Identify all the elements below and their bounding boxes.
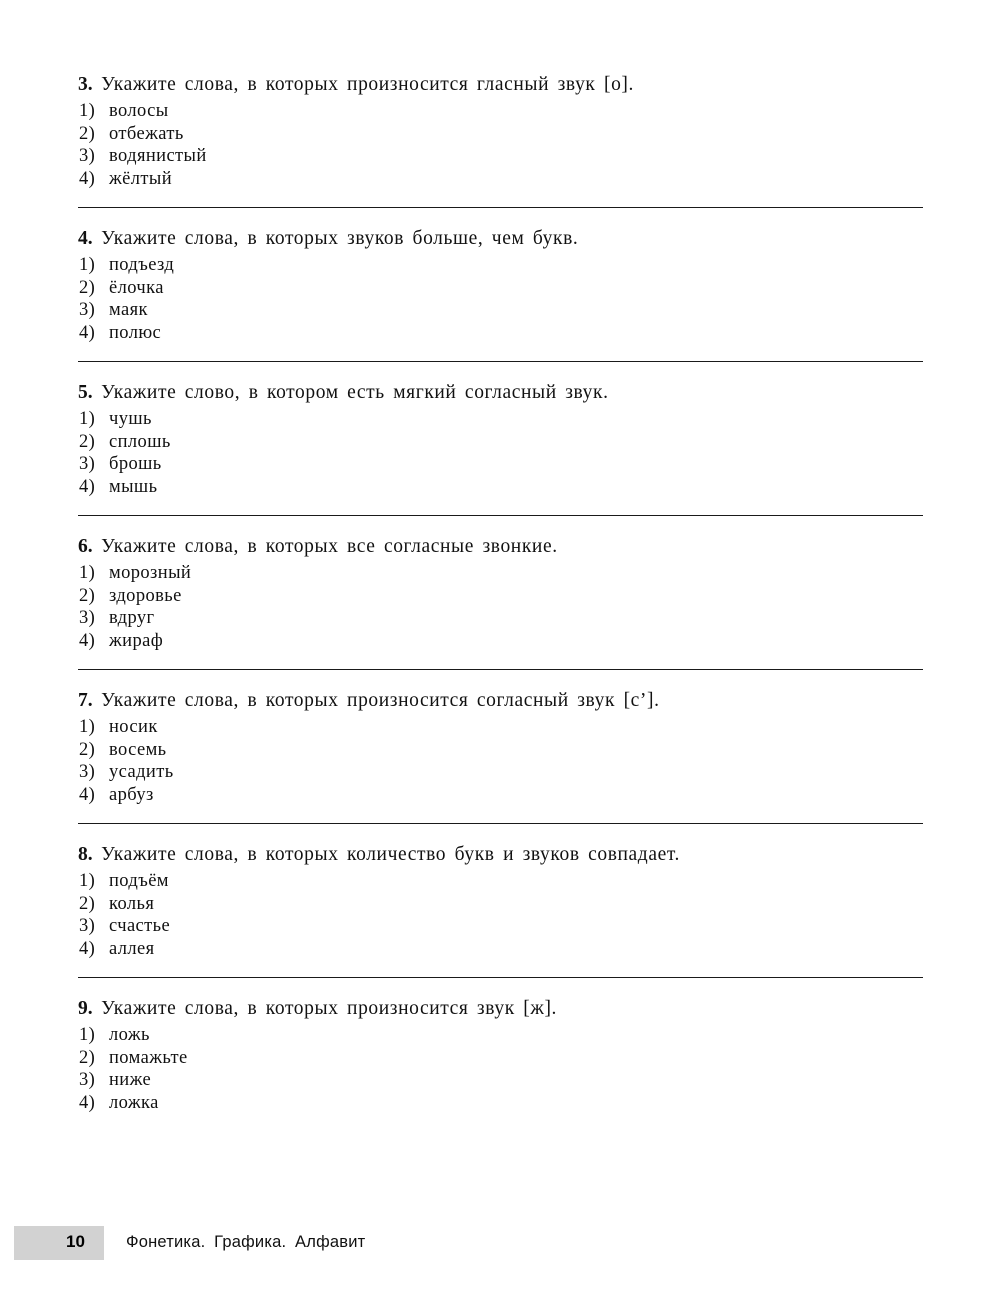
option-marker: 1)	[79, 255, 96, 275]
option-marker: 2)	[79, 277, 96, 298]
option-marker: 2)	[79, 431, 96, 452]
question-heading	[78, 842, 928, 868]
answer-options	[78, 100, 928, 190]
section-divider	[78, 515, 923, 516]
question-number: 3.	[78, 74, 93, 95]
answer-option[interactable]	[78, 453, 928, 476]
question-number: 8.	[78, 844, 93, 865]
answer-option[interactable]	[78, 739, 928, 762]
option-text: полюс	[109, 322, 162, 343]
answer-option[interactable]	[78, 1069, 928, 1092]
answer-option[interactable]	[78, 893, 928, 916]
option-text: маяк	[109, 300, 148, 320]
option-marker: 2)	[79, 585, 96, 606]
question-block	[78, 842, 928, 960]
page-number: 10	[66, 1232, 85, 1251]
answer-option[interactable]	[78, 630, 928, 653]
answer-option[interactable]	[78, 100, 928, 123]
question-heading	[78, 226, 928, 252]
option-marker: 1)	[79, 409, 96, 429]
answer-option[interactable]	[78, 431, 928, 454]
question-number: 6.	[78, 536, 93, 557]
option-marker: 3)	[79, 146, 96, 166]
answer-option[interactable]	[78, 476, 928, 499]
option-text: подъём	[109, 871, 169, 891]
option-text: носик	[109, 717, 158, 737]
answer-option[interactable]	[78, 168, 928, 191]
answer-option[interactable]	[78, 1047, 928, 1070]
option-text: ёлочка	[109, 277, 164, 298]
option-text: подъезд	[109, 255, 175, 275]
option-text: аллея	[109, 938, 155, 959]
page-footer	[14, 1226, 986, 1260]
question-block	[78, 72, 928, 190]
option-marker: 1)	[79, 1025, 96, 1045]
question-heading	[78, 688, 928, 714]
question-block	[78, 996, 928, 1114]
option-text: арбуз	[109, 784, 154, 805]
option-marker: 4)	[79, 784, 96, 805]
answer-option[interactable]	[78, 607, 928, 630]
answer-options	[78, 562, 928, 652]
footer-section-title: Фонетика. Графика. Алфавит	[126, 1233, 366, 1251]
option-text: морозный	[109, 563, 192, 583]
question-block	[78, 534, 928, 652]
option-text: ложка	[109, 1092, 159, 1113]
option-text: здоровье	[109, 585, 182, 606]
question-number: 5.	[78, 382, 93, 403]
answer-option[interactable]	[78, 408, 928, 431]
option-marker: 4)	[79, 322, 96, 343]
option-marker: 2)	[79, 1047, 96, 1068]
option-text: брошь	[109, 454, 162, 474]
option-marker: 1)	[79, 101, 96, 121]
option-text: вдруг	[109, 608, 155, 628]
option-text: отбежать	[109, 123, 184, 144]
answer-option[interactable]	[78, 322, 928, 345]
answer-option[interactable]	[78, 870, 928, 893]
question-text: Укажите слова, в которых количество букв и звуков совпадает.	[101, 844, 680, 865]
answer-option[interactable]	[78, 145, 928, 168]
footer-page-badge	[14, 1226, 104, 1260]
answer-option[interactable]	[78, 585, 928, 608]
option-marker: 1)	[79, 563, 96, 583]
question-heading	[78, 996, 928, 1022]
question-number: 9.	[78, 998, 93, 1019]
option-marker: 4)	[79, 168, 96, 189]
option-marker: 2)	[79, 739, 96, 760]
answer-option[interactable]	[78, 299, 928, 322]
section-divider	[78, 361, 923, 362]
option-text: чушь	[109, 409, 152, 429]
option-marker: 4)	[79, 938, 96, 959]
option-marker: 4)	[79, 1092, 96, 1113]
option-marker: 4)	[79, 630, 96, 651]
section-divider	[78, 669, 923, 670]
question-text: Укажите слова, в которых произносится гласный звук [о].	[101, 74, 634, 95]
option-text: усадить	[109, 762, 174, 782]
option-text: жёлтый	[109, 168, 173, 189]
answer-options	[78, 408, 928, 498]
option-text: водянистый	[109, 146, 207, 166]
option-marker: 3)	[79, 454, 96, 474]
question-block	[78, 688, 928, 806]
question-text: Укажите слова, в которых звуков больше, чем букв.	[101, 228, 579, 249]
option-text: мышь	[109, 476, 158, 497]
question-text: Укажите слова, в которых все согласные звонкие.	[101, 536, 558, 557]
answer-option[interactable]	[78, 784, 928, 807]
option-marker: 3)	[79, 300, 96, 320]
option-marker: 3)	[79, 1070, 96, 1090]
answer-options	[78, 716, 928, 806]
option-marker: 1)	[79, 871, 96, 891]
question-text: Укажите слово, в котором есть мягкий согласный звук.	[101, 382, 609, 403]
option-marker: 2)	[79, 893, 96, 914]
option-text: восемь	[109, 739, 167, 760]
answer-option[interactable]	[78, 123, 928, 146]
answer-option[interactable]	[78, 716, 928, 739]
option-text: ложь	[109, 1025, 150, 1045]
question-heading	[78, 72, 928, 98]
answer-options	[78, 1024, 928, 1114]
answer-option[interactable]	[78, 761, 928, 784]
option-text: сплошь	[109, 431, 171, 452]
questions-container	[78, 72, 928, 1114]
question-heading	[78, 380, 928, 406]
answer-options	[78, 254, 928, 344]
question-text: Укажите слова, в которых произносится звук [ж].	[101, 998, 558, 1019]
option-text: ниже	[109, 1070, 152, 1090]
section-divider	[78, 207, 923, 208]
question-number: 7.	[78, 690, 93, 711]
answer-options	[78, 870, 928, 960]
option-marker: 2)	[79, 123, 96, 144]
question-number: 4.	[78, 228, 93, 249]
option-text: колья	[109, 893, 155, 914]
question-heading	[78, 534, 928, 560]
option-marker: 3)	[79, 608, 96, 628]
section-divider	[78, 977, 923, 978]
answer-option[interactable]	[78, 562, 928, 585]
section-divider	[78, 823, 923, 824]
answer-option[interactable]	[78, 1024, 928, 1047]
answer-option[interactable]	[78, 938, 928, 961]
question-block	[78, 226, 928, 344]
answer-option[interactable]	[78, 277, 928, 300]
answer-option[interactable]	[78, 915, 928, 938]
option-text: счастье	[109, 916, 171, 936]
question-text: Укажите слова, в которых произносится согласный звук [с’].	[101, 690, 660, 711]
answer-option[interactable]	[78, 1092, 928, 1115]
option-marker: 3)	[79, 916, 96, 936]
answer-option[interactable]	[78, 254, 928, 277]
option-text: жираф	[109, 630, 164, 651]
option-text: помажьте	[109, 1047, 188, 1068]
option-text: волосы	[109, 101, 169, 121]
question-block	[78, 380, 928, 498]
option-marker: 1)	[79, 717, 96, 737]
option-marker: 3)	[79, 762, 96, 782]
option-marker: 4)	[79, 476, 96, 497]
